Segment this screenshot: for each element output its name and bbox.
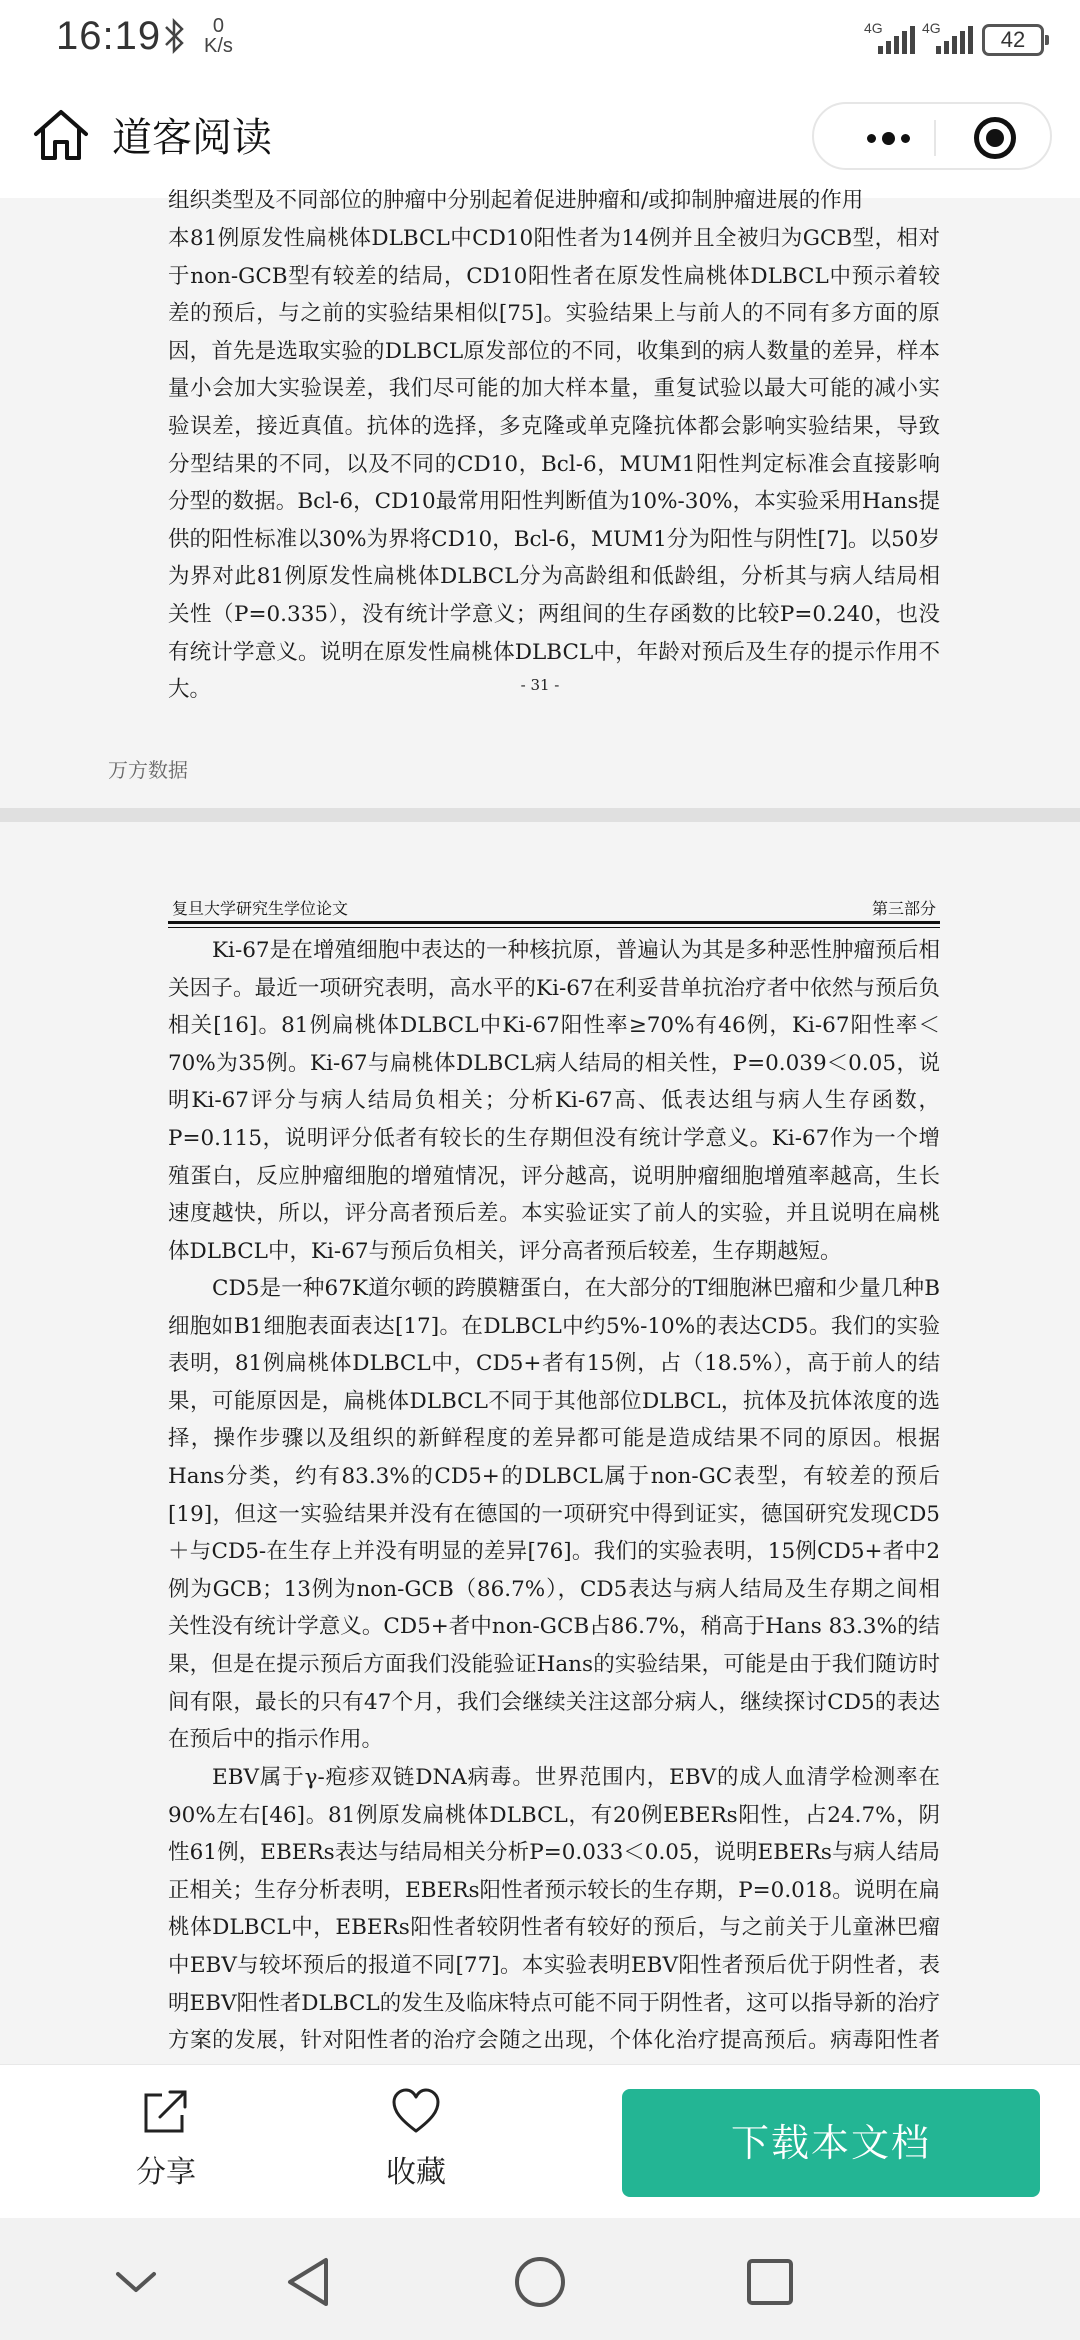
target-icon[interactable] <box>974 117 1016 159</box>
status-time: 16:19 <box>56 14 162 58</box>
paragraph-ebv: EBV属于γ-疱疹双链DNA病毒。世界范围内，EBV的成人血清学检测率在90%左右[46]。81例原发扁桃体DLBCL，有20例EBERs阳性，占24.7%，阴性61例，EBERs表达与结局相关分析P=0.033＜0.05，说明EBERs与病人结局正相关；生存分析表明，EBERs阳性者预示较长的生存期，P=0.018。说明在扁桃体DLBCL中，EBERs阳性者较阴性者有较好的预后，与之前关于儿童淋巴瘤中EBV与较坏预后的报道不同[77]。本实验表明EBV阳性者预后优于阴性者，表明EBV阳性者DLBCL的发生及临床特点可能不同于阴性者，这可以指导新的治疗方案的发展，针对阳性者的治疗会随之出现，个体化治疗提高预后。病毒阳性者 <box>168 1765 940 2054</box>
document-page-32 <box>0 822 1080 2064</box>
document-page-31 <box>0 188 1080 808</box>
back-triangle-icon[interactable] <box>280 2254 340 2310</box>
signal-label-sim2: 4G <box>922 20 941 36</box>
app-header <box>0 70 1080 198</box>
app-title: 道客阅读 <box>112 115 272 161</box>
chevron-down-icon[interactable] <box>106 2254 166 2310</box>
favorite-label: 收藏 <box>386 2155 446 2190</box>
recents-square-icon[interactable] <box>740 2254 800 2310</box>
mini-program-capsule <box>812 102 1052 170</box>
signal-label-sim1: 4G <box>864 20 883 36</box>
page-number: - 31 - <box>520 676 560 694</box>
system-nav-bar <box>0 2218 1080 2340</box>
heart-icon <box>390 2087 442 2135</box>
document-viewer[interactable] <box>0 188 1080 2064</box>
battery-indicator: 42 <box>982 24 1044 56</box>
cutoff-text-line: 组织类型及不同部位的肿瘤中分别起着促进肿瘤和/或抑制肿瘤进展的作用 <box>168 188 864 213</box>
network-speed <box>204 16 233 56</box>
signal-icon-sim1 <box>864 20 910 54</box>
share-button[interactable] <box>96 2087 236 2203</box>
share-label: 分享 <box>136 2155 196 2190</box>
bluetooth-icon <box>162 18 186 54</box>
network-speed-value: 0 <box>212 15 225 37</box>
more-dots-icon[interactable] <box>844 118 932 158</box>
share-icon <box>140 2087 192 2135</box>
paragraph-cd5: CD5是一种67K道尔顿的跨膜糖蛋白，在大部分的T细胞淋巴瘤和少量几种B细胞如B1细胞表面表达[17]。在DLBCL中约5%-10%的表达CD5。我们的实验表明，81例扁桃体DLBCL中，CD5+者有15例，占（18.5%），高于前人的结果，可能原因是，扁桃体DLBCL不同于其他部位DLBCL，抗体及抗体浓度的选择，操作步骤以及组织的新鲜程度的差异都可能是造成结果不同的原因。根据Hans分类，约有83.3%的CD5+的DLBCL属于non-GC表型，有较差的预后[19]，但这一实验结果并没有在德国的一项研究中得到证实，德国研究发现CD5＋与CD5-在生存上并没有明显的差异[76]。我们的实验表明，15例CD5+者中2例为GCB；13例为non-GCB（86.7%），CD5表达与病人结局及生存期之间相关性没有统计学意义。CD5+者中non-GCB占86.7%，稍高于Hans 83.3%的结果，但是在提示预后方面我们没能验证Hans的实验结果，可能是由于我们随访时间有限，最长的只有47个月，我们会继续关注这部分病人，继续探讨CD5的表达在预后中的指示作用。 <box>168 1276 940 1753</box>
bottom-action-bar <box>0 2064 1080 2218</box>
home-icon[interactable] <box>32 108 90 162</box>
download-document-button[interactable]: 下载本文档 <box>622 2089 1040 2197</box>
status-bar <box>0 0 1080 70</box>
running-head <box>168 894 940 924</box>
capsule-divider <box>934 120 936 156</box>
paragraph-ki67: Ki-67是在增殖细胞中表达的一种核抗原，普遍认为其是多种恶性肿瘤预后相关因子。最近一项研究表明，高水平的Ki-67在利妥昔单抗治疗者中依然与预后负相关[16]。81例扁桃体DLBCL中Ki-67阳性率≥70%有46例，Ki-67阳性率＜70%为35例。Ki-67与扁桃体DLBCL病人结局的相关性，P=0.039＜0.05，说明Ki-67评分与病人结局负相关；分析Ki-67高、低表达组与病人生存函数，P=0.115，说明评分低者有较长的生存期但没有统计学意义。Ki-67作为一个增殖蛋白，反应肿瘤细胞的增殖情况，评分越高，说明肿瘤细胞增殖率越高，生长速度越快，所以，评分高者预后差。本实验证实了前人的实验，并且说明在扁桃体DLBCL中，Ki-67与预后负相关，评分高者预后较差，生存期越短。 <box>168 938 940 1264</box>
home-circle-icon[interactable] <box>510 2254 570 2310</box>
network-speed-unit: K/s <box>204 35 233 57</box>
page31-paragraph: 本81例原发性扁桃体DLBCL中CD10阳性者为14例并且全被归为GCB型，相对于non-GCB型有较差的结局，CD10阳性者在原发性扁桃体DLBCL中预示着较差的预后，与之前的实验结果相似[75]。实验结果上与前人的不同有多方面的原因，首先是选取实验的DLBCL原发部位的不同，收集到的病人数量的差异，样本量小会加大实验误差，我们尽可能的加大样本量，重复试验以最大可能的减小实验误差，接近真值。抗体的选择，多克隆或单克隆抗体都会影响实验结果，导致分型结果的不同，以及不同的CD10，Bcl-6，MUM1阳性判定标准会直接影响分型的数据。Bcl-6，CD10最常用阳性判断值为10%-30%，本实验采用Hans提供的阳性标准以30%为界将CD10，Bcl-6，MUM1分为阳性与阴性[7]。以50岁为界对此81例原发性扁桃体DLBCL分为高龄组和低龄组，分析其与病人结局相关性（P=0.335），没有统计学意义；两组间的生存函数的比较P=0.240，也没有统计学意义。说明在原发性扁桃体DLBCL中，年龄对预后及生存的提示作用不大。 <box>168 226 940 703</box>
running-head-left: 复旦大学研究生学位论文 <box>172 899 349 918</box>
favorite-button[interactable] <box>346 2087 486 2203</box>
signal-icon-sim2 <box>922 20 968 54</box>
watermark-text: 万方数据 <box>108 758 188 782</box>
running-head-right: 第三部分 <box>871 899 936 918</box>
page-separator <box>0 808 1080 822</box>
